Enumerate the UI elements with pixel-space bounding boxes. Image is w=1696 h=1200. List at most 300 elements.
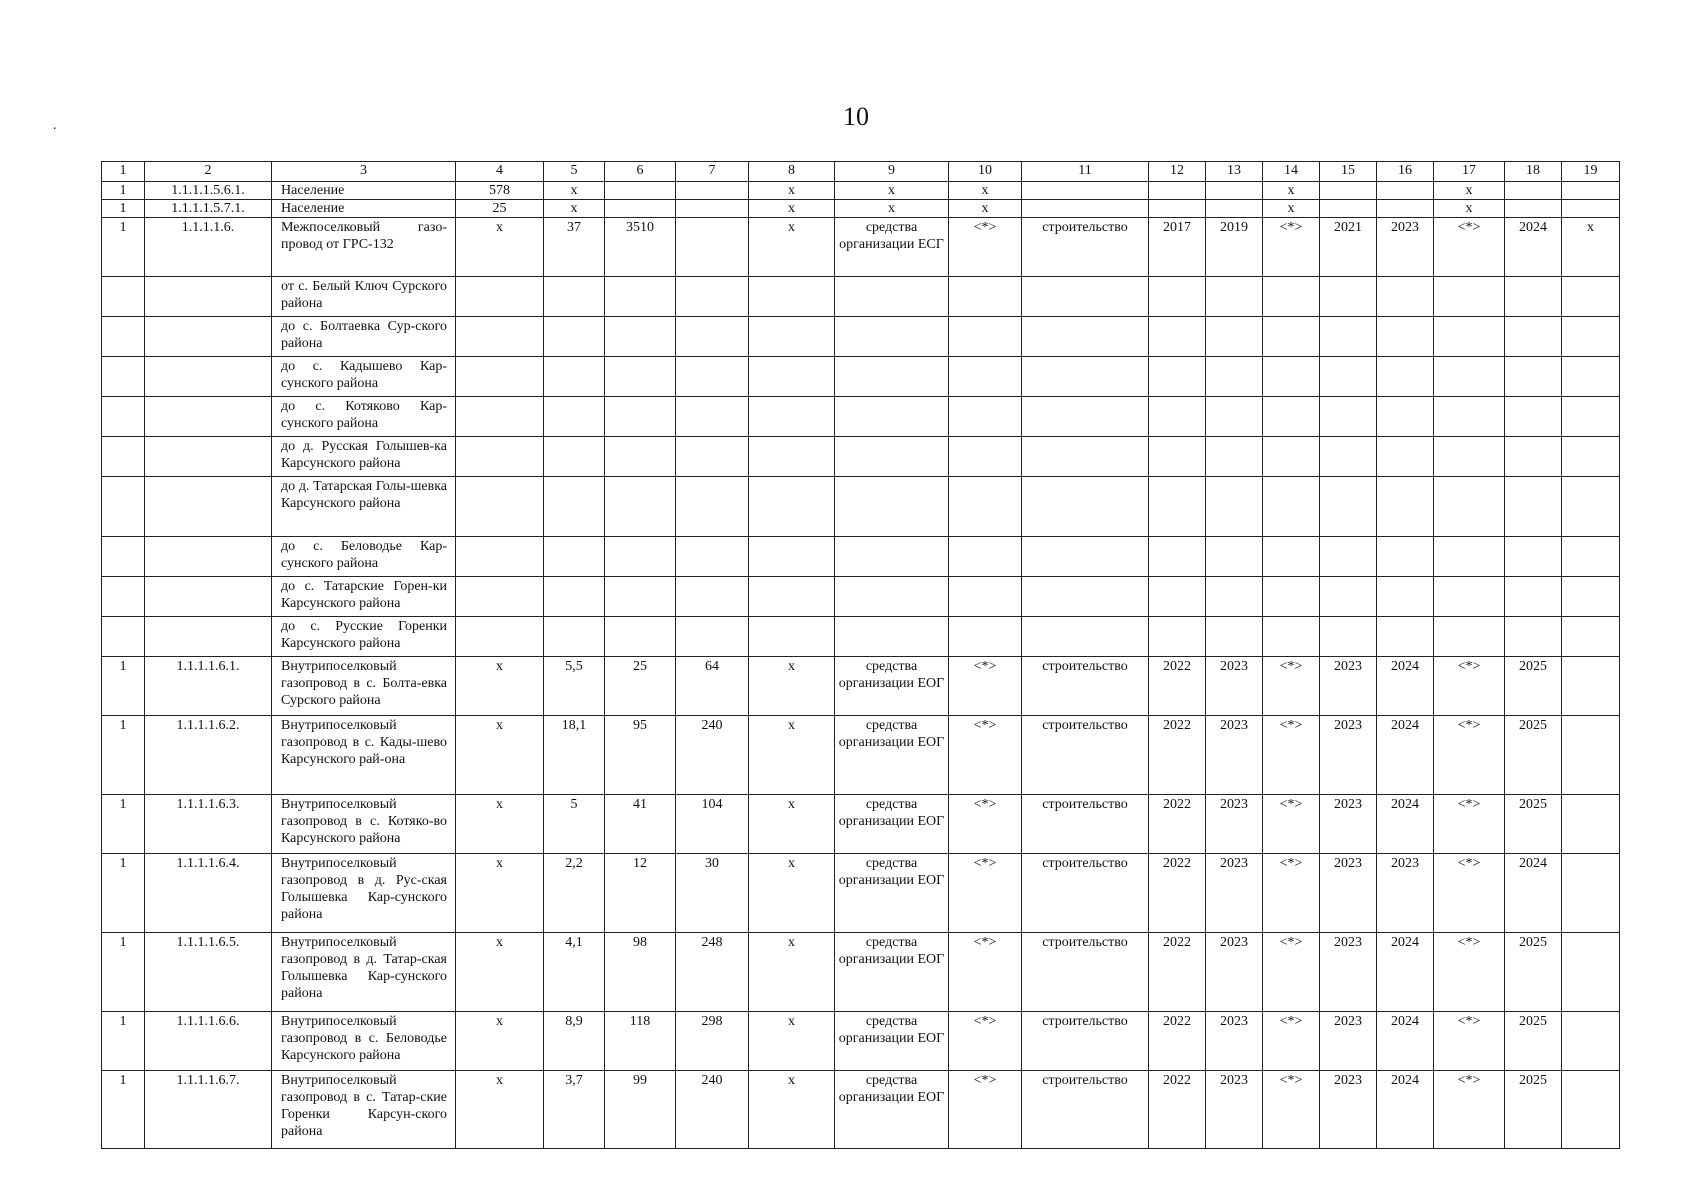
table-cell: [1434, 477, 1505, 537]
table-cell: [1022, 577, 1149, 617]
table-cell: 2022: [1149, 1071, 1206, 1149]
table-cell: [1505, 437, 1562, 477]
table-cell: [456, 357, 544, 397]
table-cell: [1562, 317, 1620, 357]
object-name-cell: до д. Русская Голышев-ка Карсунского района: [272, 437, 456, 477]
table-cell: x: [456, 1012, 544, 1071]
item-code-cell: 1.1.1.1.6.: [145, 218, 272, 277]
table-cell: x: [749, 182, 835, 200]
table-cell: [456, 277, 544, 317]
table-cell: [544, 577, 605, 617]
column-number-header: 3: [272, 162, 456, 182]
table-cell: [1320, 537, 1377, 577]
table-cell: [949, 397, 1022, 437]
table-cell: 95: [605, 716, 676, 795]
table-row: [102, 537, 1620, 577]
table-cell: [1505, 617, 1562, 657]
table-cell: [1377, 437, 1434, 477]
table-cell: 2024: [1505, 854, 1562, 933]
table-cell: [102, 357, 145, 397]
table-cell: 98: [605, 933, 676, 1012]
table-cell: 2024: [1377, 1012, 1434, 1071]
object-name-cell: Внутрипоселковый газопровод в с. Кады-шево Карсунского рай-она: [272, 716, 456, 795]
table-cell: [835, 397, 949, 437]
table-cell: x: [544, 182, 605, 200]
table-cell: [1022, 357, 1149, 397]
table-cell: [749, 477, 835, 537]
table-cell: <*>: [1434, 218, 1505, 277]
item-code-cell: [145, 277, 272, 317]
table-cell: [1505, 397, 1562, 437]
table-cell: 2023: [1206, 657, 1263, 716]
table-cell: 2023: [1206, 795, 1263, 854]
table-cell: [1562, 357, 1620, 397]
table-cell: [605, 577, 676, 617]
table-row: [102, 795, 1620, 854]
table-cell: средства организации ЕОГ: [835, 854, 949, 933]
column-number-header: 12: [1149, 162, 1206, 182]
table-cell: [1377, 477, 1434, 537]
item-code-cell: 1.1.1.1.6.6.: [145, 1012, 272, 1071]
item-code-cell: 1.1.1.1.5.7.1.: [145, 200, 272, 218]
table-cell: 2023: [1320, 1071, 1377, 1149]
table-cell: 104: [676, 795, 749, 854]
object-name-cell: до с. Болтаевка Сур-ского района: [272, 317, 456, 357]
table-cell: x: [456, 854, 544, 933]
table-cell: [676, 577, 749, 617]
item-code-cell: 1.1.1.1.6.7.: [145, 1071, 272, 1149]
table-cell: [1562, 1012, 1620, 1071]
table-cell: [544, 397, 605, 437]
table-cell: <*>: [1434, 933, 1505, 1012]
table-cell: [1022, 397, 1149, 437]
table-cell: [1149, 182, 1206, 200]
table-cell: [544, 617, 605, 657]
table-cell: [1434, 537, 1505, 577]
table-cell: <*>: [949, 795, 1022, 854]
table-cell: <*>: [1263, 795, 1320, 854]
table-cell: [1206, 277, 1263, 317]
table-cell: <*>: [1434, 657, 1505, 716]
table-cell: [949, 537, 1022, 577]
table-cell: 2024: [1377, 795, 1434, 854]
table-cell: x: [1434, 200, 1505, 218]
table-cell: [1377, 182, 1434, 200]
table-cell: [1562, 477, 1620, 537]
table-cell: <*>: [1434, 1012, 1505, 1071]
table-cell: [676, 317, 749, 357]
table-cell: 1: [102, 1071, 145, 1149]
item-code-cell: [145, 397, 272, 437]
table-cell: [102, 317, 145, 357]
table-cell: [102, 437, 145, 477]
table-cell: 2022: [1149, 1012, 1206, 1071]
table-cell: [605, 397, 676, 437]
table-cell: [949, 437, 1022, 477]
table-cell: строительство: [1022, 795, 1149, 854]
table-cell: [676, 218, 749, 277]
table-cell: строительство: [1022, 854, 1149, 933]
table-cell: 2023: [1377, 218, 1434, 277]
object-name-cell: Население: [272, 182, 456, 200]
table-cell: [544, 537, 605, 577]
table-cell: [1263, 617, 1320, 657]
table-cell: <*>: [1263, 657, 1320, 716]
object-name-cell: до с. Кадышево Кар-сунского района: [272, 357, 456, 397]
table-cell: 2023: [1206, 716, 1263, 795]
table-cell: 1: [102, 218, 145, 277]
table-cell: [1377, 357, 1434, 397]
table-cell: [835, 617, 949, 657]
table-cell: [1562, 182, 1620, 200]
table-cell: средства организации ЕСГ: [835, 218, 949, 277]
table-cell: [676, 397, 749, 437]
table-cell: 1: [102, 933, 145, 1012]
column-number-header: 10: [949, 162, 1022, 182]
column-number-header: 16: [1377, 162, 1434, 182]
object-name-cell: Межпоселковый газо-провод от ГРС-132: [272, 218, 456, 277]
table-cell: [676, 437, 749, 477]
table-cell: 240: [676, 1071, 749, 1149]
table-cell: [1434, 357, 1505, 397]
table-cell: 2017: [1149, 218, 1206, 277]
table-cell: 2022: [1149, 795, 1206, 854]
table-cell: [1505, 277, 1562, 317]
table-cell: 12: [605, 854, 676, 933]
table-cell: 2024: [1377, 716, 1434, 795]
table-cell: [749, 437, 835, 477]
table-cell: [1149, 357, 1206, 397]
table-cell: [949, 317, 1022, 357]
table-cell: 2022: [1149, 657, 1206, 716]
table-cell: <*>: [1434, 795, 1505, 854]
table-cell: [544, 317, 605, 357]
table-cell: 2022: [1149, 854, 1206, 933]
table-cell: [102, 617, 145, 657]
table-cell: [605, 617, 676, 657]
table-cell: 25: [605, 657, 676, 716]
table-cell: [1562, 933, 1620, 1012]
table-cell: [1320, 397, 1377, 437]
table-cell: [1434, 437, 1505, 477]
table-cell: [1434, 277, 1505, 317]
table-cell: [605, 437, 676, 477]
table-row: [102, 617, 1620, 657]
table-cell: [749, 577, 835, 617]
table-cell: [1562, 200, 1620, 218]
column-number-header: 9: [835, 162, 949, 182]
table-cell: [456, 537, 544, 577]
table-cell: [1149, 200, 1206, 218]
table-cell: x: [456, 795, 544, 854]
table-cell: [1562, 716, 1620, 795]
table-cell: x: [749, 200, 835, 218]
table-cell: 1: [102, 854, 145, 933]
column-number-header: 14: [1263, 162, 1320, 182]
table-cell: x: [749, 933, 835, 1012]
table-cell: x: [835, 200, 949, 218]
gas-pipeline-table: [101, 161, 1620, 1149]
table-cell: [1377, 277, 1434, 317]
table-cell: 64: [676, 657, 749, 716]
table-cell: [835, 437, 949, 477]
table-cell: 578: [456, 182, 544, 200]
table-cell: 248: [676, 933, 749, 1012]
table-cell: [1505, 357, 1562, 397]
table-cell: [1320, 617, 1377, 657]
table-cell: [949, 277, 1022, 317]
table-cell: [949, 477, 1022, 537]
object-name-cell: до с. Русские Горенки Карсунского района: [272, 617, 456, 657]
table-cell: 1: [102, 1012, 145, 1071]
object-name-cell: Внутрипоселковый газопровод в д. Рус-ская Голышевка Кар-сунского района: [272, 854, 456, 933]
object-name-cell: от с. Белый Ключ Сурского района: [272, 277, 456, 317]
table-cell: 41: [605, 795, 676, 854]
table-cell: [1149, 277, 1206, 317]
table-cell: 2022: [1149, 716, 1206, 795]
table-row: [102, 200, 1620, 218]
table-cell: x: [749, 1012, 835, 1071]
table-cell: x: [749, 218, 835, 277]
table-cell: 2023: [1206, 1012, 1263, 1071]
table-cell: [605, 317, 676, 357]
table-cell: [749, 317, 835, 357]
table-cell: [456, 617, 544, 657]
column-number-header: 17: [1434, 162, 1505, 182]
table-cell: [102, 477, 145, 537]
table-cell: [749, 617, 835, 657]
table-cell: [1562, 397, 1620, 437]
table-cell: [605, 357, 676, 397]
table-cell: [456, 477, 544, 537]
table-row: [102, 477, 1620, 537]
table-cell: [102, 577, 145, 617]
table-cell: строительство: [1022, 933, 1149, 1012]
table-cell: [1149, 397, 1206, 437]
table-row: [102, 1012, 1620, 1071]
table-cell: строительство: [1022, 218, 1149, 277]
table-cell: 2025: [1505, 1012, 1562, 1071]
table-cell: [749, 397, 835, 437]
column-number-header: 2: [145, 162, 272, 182]
column-number-header: 13: [1206, 162, 1263, 182]
table-cell: x: [749, 716, 835, 795]
table-cell: средства организации ЕОГ: [835, 1071, 949, 1149]
table-cell: 2025: [1505, 1071, 1562, 1149]
table-cell: [1377, 577, 1434, 617]
table-cell: средства организации ЕОГ: [835, 1012, 949, 1071]
table-cell: средства организации ЕОГ: [835, 933, 949, 1012]
table-cell: [544, 277, 605, 317]
table-cell: [1149, 577, 1206, 617]
table-cell: 2024: [1377, 657, 1434, 716]
table-cell: [1320, 357, 1377, 397]
table-cell: [1206, 357, 1263, 397]
table-cell: [676, 182, 749, 200]
table-cell: <*>: [949, 854, 1022, 933]
table-cell: 2024: [1505, 218, 1562, 277]
table-cell: [1022, 317, 1149, 357]
table-cell: 2023: [1206, 933, 1263, 1012]
table-cell: 1: [102, 182, 145, 200]
column-number-header: 19: [1562, 162, 1620, 182]
table-cell: [1377, 200, 1434, 218]
item-code-cell: [145, 357, 272, 397]
table-cell: x: [749, 795, 835, 854]
table-cell: [835, 317, 949, 357]
table-cell: строительство: [1022, 657, 1149, 716]
table-cell: [456, 577, 544, 617]
table-cell: [835, 277, 949, 317]
table-cell: <*>: [1434, 1071, 1505, 1149]
table-cell: [605, 277, 676, 317]
object-name-cell: до д. Татарская Голы-шевка Карсунского района: [272, 477, 456, 537]
table-cell: x: [544, 200, 605, 218]
table-cell: x: [456, 933, 544, 1012]
table-cell: [1505, 477, 1562, 537]
object-name-cell: Внутрипоселковый газопровод в с. Котяко-во Карсунского района: [272, 795, 456, 854]
table-cell: [1206, 617, 1263, 657]
table-cell: <*>: [949, 218, 1022, 277]
object-name-cell: Внутрипоселковый газопровод в с. Болта-евка Сурского района: [272, 657, 456, 716]
table-row: [102, 317, 1620, 357]
table-cell: x: [1434, 182, 1505, 200]
column-number-header: 1: [102, 162, 145, 182]
table-cell: <*>: [1434, 716, 1505, 795]
table-row: [102, 716, 1620, 795]
table-cell: [1022, 477, 1149, 537]
table-row: [102, 577, 1620, 617]
table-cell: 1: [102, 200, 145, 218]
table-cell: [749, 537, 835, 577]
table-cell: [1505, 182, 1562, 200]
table-cell: [1206, 317, 1263, 357]
table-cell: 37: [544, 218, 605, 277]
object-name-cell: Внутрипоселковый газопровод в с. Татар-ские Горенки Карсун-ского района: [272, 1071, 456, 1149]
table-cell: x: [456, 657, 544, 716]
table-cell: [1263, 317, 1320, 357]
table-cell: <*>: [949, 1012, 1022, 1071]
table-cell: 2025: [1505, 795, 1562, 854]
table-cell: [1320, 437, 1377, 477]
table-cell: 8,9: [544, 1012, 605, 1071]
table-cell: <*>: [1263, 218, 1320, 277]
table-cell: [1434, 577, 1505, 617]
table-cell: 2025: [1505, 716, 1562, 795]
column-number-header: 11: [1022, 162, 1149, 182]
table-cell: [1263, 437, 1320, 477]
table-cell: [1320, 317, 1377, 357]
table-row: [102, 277, 1620, 317]
item-code-cell: [145, 437, 272, 477]
item-code-cell: 1.1.1.1.6.5.: [145, 933, 272, 1012]
table-cell: [1434, 317, 1505, 357]
table-cell: [1434, 617, 1505, 657]
table-cell: x: [749, 854, 835, 933]
table-cell: x: [1263, 200, 1320, 218]
table-cell: [1263, 537, 1320, 577]
table-cell: [102, 537, 145, 577]
table-cell: [1149, 537, 1206, 577]
table-cell: 2023: [1206, 854, 1263, 933]
table-cell: [1149, 477, 1206, 537]
table-cell: 2021: [1320, 218, 1377, 277]
table-cell: средства организации ЕОГ: [835, 657, 949, 716]
table-cell: x: [749, 657, 835, 716]
table-cell: 2024: [1377, 933, 1434, 1012]
table-cell: [456, 397, 544, 437]
table-cell: [676, 617, 749, 657]
table-cell: [749, 357, 835, 397]
table-cell: [1149, 617, 1206, 657]
table-cell: <*>: [949, 657, 1022, 716]
table-cell: x: [949, 182, 1022, 200]
table-row: [102, 397, 1620, 437]
table-cell: [1505, 200, 1562, 218]
table-cell: [1377, 617, 1434, 657]
table-cell: 2025: [1505, 933, 1562, 1012]
table-cell: [605, 200, 676, 218]
table-cell: 2019: [1206, 218, 1263, 277]
column-number-header: 5: [544, 162, 605, 182]
table-header-row: [102, 162, 1620, 182]
table-cell: [1263, 477, 1320, 537]
table-cell: x: [749, 1071, 835, 1149]
table-cell: [1022, 617, 1149, 657]
column-number-header: 8: [749, 162, 835, 182]
table-cell: [1149, 437, 1206, 477]
table-cell: [1562, 1071, 1620, 1149]
table-row: [102, 657, 1620, 716]
table-cell: средства организации ЕОГ: [835, 716, 949, 795]
table-cell: 2023: [1320, 1012, 1377, 1071]
table-cell: [1206, 477, 1263, 537]
table-cell: [676, 200, 749, 218]
table-cell: <*>: [1434, 854, 1505, 933]
table-cell: [1022, 437, 1149, 477]
table-row: [102, 933, 1620, 1012]
table-cell: 3510: [605, 218, 676, 277]
object-name-cell: Внутрипоселковый газопровод в д. Татар-ская Голышевка Кар-сунского района: [272, 933, 456, 1012]
table-cell: x: [456, 218, 544, 277]
table-cell: [1562, 277, 1620, 317]
table-cell: строительство: [1022, 716, 1149, 795]
table-cell: [605, 537, 676, 577]
table-cell: 2023: [1320, 854, 1377, 933]
column-number-header: 7: [676, 162, 749, 182]
table-cell: [1562, 577, 1620, 617]
table-cell: [1022, 537, 1149, 577]
table-cell: [1562, 537, 1620, 577]
table-row: [102, 357, 1620, 397]
table-cell: 2023: [1320, 657, 1377, 716]
table-cell: [1149, 317, 1206, 357]
object-name-cell: до с. Котяково Кар-сунского района: [272, 397, 456, 437]
table-cell: x: [1562, 218, 1620, 277]
table-cell: 1: [102, 716, 145, 795]
table-row: [102, 437, 1620, 477]
table-cell: 1: [102, 657, 145, 716]
column-number-header: 18: [1505, 162, 1562, 182]
table-cell: x: [835, 182, 949, 200]
table-cell: 2023: [1377, 854, 1434, 933]
object-name-cell: до с. Беловодье Кар-сунского района: [272, 537, 456, 577]
table-cell: [1206, 200, 1263, 218]
item-code-cell: 1.1.1.1.6.2.: [145, 716, 272, 795]
table-cell: [1562, 795, 1620, 854]
table-cell: [1022, 277, 1149, 317]
table-cell: [1263, 277, 1320, 317]
